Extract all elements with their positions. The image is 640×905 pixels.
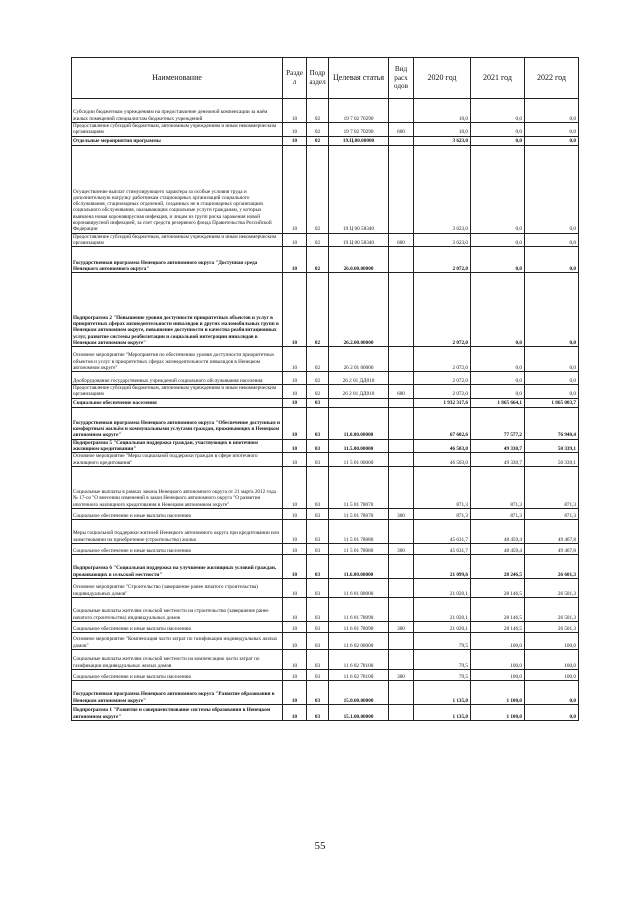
- cell-expense-type: [389, 136, 414, 145]
- cell-name: Государственная программа Ненецкого автономного округа "Обеспечение доступным и комфортным жильём и коммунальными услугами граждан, проживающих в Ненецком автономном округе": [72, 407, 283, 439]
- cell-2022: 0,0: [525, 247, 579, 273]
- table-row: [72, 385, 579, 399]
- cell-expense-type: [389, 372, 414, 385]
- cell-razdel: 10: [283, 136, 307, 145]
- cell-2021: 28 146,5: [471, 578, 525, 597]
- cell-2020: 46 503,0: [414, 439, 471, 453]
- cell-razdel: 10: [283, 99, 307, 123]
- cell-2021: 48 459,4: [471, 519, 525, 543]
- cell-expense-type: [389, 632, 414, 649]
- cell-2022: 871,3: [525, 466, 579, 508]
- table-row: [72, 632, 579, 649]
- cell-2022: 26 501,3: [525, 621, 579, 632]
- table-row: [72, 578, 579, 597]
- cell-podrazdel: 03: [307, 453, 329, 467]
- cell-name: Социальные выплаты жителям сельской местности на строительство (завершение ранее начатого строительства) индивидуальных домов: [72, 597, 283, 621]
- cell-2020: 1 135,0: [414, 704, 471, 720]
- cell-razdel: 10: [283, 247, 307, 273]
- cell-2020: 871,3: [414, 466, 471, 508]
- cell-2022: 0,0: [525, 99, 579, 123]
- cell-2021: 0,0: [471, 247, 525, 273]
- cell-2020: 21 020,1: [414, 621, 471, 632]
- cell-name: Социальные выплаты в рамках закона Ненецкого автономного округа от 21 марта 2012 года № 17-оз "О внесении изменений в закон Ненецкого автономного округа "О развитии ипотечного жилищного кредитования в Ненецком автономном округе": [72, 466, 283, 508]
- cell-2021: 28 146,5: [471, 597, 525, 621]
- cell-target-article: 15.0.00.00000: [329, 680, 389, 704]
- cell-target-article: [329, 398, 389, 407]
- cell-target-article: 11 6 01 00000: [329, 578, 389, 597]
- cell-2022: 26 501,3: [525, 597, 579, 621]
- cell-razdel: 10: [283, 145, 307, 233]
- header-podrazdel: Подр аздел: [307, 58, 329, 99]
- cell-expense-type: [389, 680, 414, 704]
- cell-2022: 0,0: [525, 273, 579, 347]
- cell-expense-type: [389, 273, 414, 347]
- cell-2020: 10,0: [414, 99, 471, 123]
- cell-target-article: 11 6 02 78100: [329, 649, 389, 669]
- cell-2022: 100,0: [525, 669, 579, 680]
- cell-razdel: 10: [283, 233, 307, 247]
- budget-table-region: [71, 57, 578, 721]
- cell-name: Социальное обеспечение населения: [72, 398, 283, 407]
- cell-target-article: 19 7 02 70290: [329, 99, 389, 123]
- cell-2022: 0,0: [525, 385, 579, 399]
- table-row: [72, 123, 579, 137]
- cell-expense-type: [389, 597, 414, 621]
- cell-target-article: 11 5 01 78080: [329, 543, 389, 554]
- table-row: [72, 680, 579, 704]
- cell-podrazdel: 03: [307, 704, 329, 720]
- cell-razdel: 10: [283, 543, 307, 554]
- cell-2021: 0,0: [471, 385, 525, 399]
- cell-2021: 0,0: [471, 123, 525, 137]
- cell-target-article: 11.5.00.00000: [329, 439, 389, 453]
- cell-expense-type: 600: [389, 385, 414, 399]
- table-row: [72, 554, 579, 578]
- cell-2021: 1 100,0: [471, 704, 525, 720]
- cell-name: Социальное обеспечение и иные выплаты населению: [72, 669, 283, 680]
- cell-podrazdel: 02: [307, 273, 329, 347]
- cell-2020: 3 623,0: [414, 145, 471, 233]
- cell-2022: 49 467,8: [525, 543, 579, 554]
- page-number: 55: [314, 840, 326, 852]
- table-row: [72, 407, 579, 439]
- cell-expense-type: [389, 704, 414, 720]
- cell-2021: 0,0: [471, 136, 525, 145]
- cell-2021: 1 865 664,1: [471, 398, 525, 407]
- cell-name: Социальное обеспечение и иные выплаты населению: [72, 621, 283, 632]
- cell-2020: 871,3: [414, 508, 471, 519]
- cell-podrazdel: 03: [307, 519, 329, 543]
- cell-expense-type: 300: [389, 508, 414, 519]
- cell-2022: 0,0: [525, 136, 579, 145]
- table-row: [72, 136, 579, 145]
- table-row: [72, 621, 579, 632]
- cell-target-article: 26 2 01 ДД010: [329, 385, 389, 399]
- cell-podrazdel: 03: [307, 439, 329, 453]
- cell-name: Подпрограмма 1 "Развитие и совершенствование системы образования в Ненецком автономном округе": [72, 704, 283, 720]
- cell-2022: 100,0: [525, 649, 579, 669]
- table-row: [72, 649, 579, 669]
- cell-target-article: 26.0.00.00000: [329, 247, 389, 273]
- cell-expense-type: 600: [389, 123, 414, 137]
- cell-podrazdel: 03: [307, 632, 329, 649]
- cell-razdel: 10: [283, 347, 307, 372]
- cell-expense-type: 300: [389, 543, 414, 554]
- cell-podrazdel: 02: [307, 372, 329, 385]
- cell-target-article: 15.1.00.00000: [329, 704, 389, 720]
- cell-target-article: 11.0.00.00000: [329, 407, 389, 439]
- header-2022: 2022 год: [525, 58, 579, 99]
- cell-razdel: 10: [283, 680, 307, 704]
- table-header-row: [72, 58, 579, 99]
- cell-podrazdel: 03: [307, 597, 329, 621]
- cell-razdel: 10: [283, 649, 307, 669]
- cell-name: Меры социальной поддержки жителей Ненецкого автономного округа при кредитовании или заимствовании на приобретение (строительство) жилья: [72, 519, 283, 543]
- table-row: [72, 273, 579, 347]
- cell-name: Социальные выплаты жителям сельской местности на компенсацию части затрат по газификации индивидуальных жилых домов: [72, 649, 283, 669]
- cell-target-article: 11 5 01 78070: [329, 466, 389, 508]
- cell-razdel: 10: [283, 385, 307, 399]
- cell-2020: 1 932 317,6: [414, 398, 471, 407]
- cell-expense-type: 600: [389, 233, 414, 247]
- table-row: [72, 247, 579, 273]
- table-row: [72, 233, 579, 247]
- cell-name: Подпрограмма 6 "Социальная поддержка на улучшение жилищных условий граждан, проживающих в сельской местности": [72, 554, 283, 578]
- table-row: [72, 347, 579, 372]
- cell-target-article: 19 7 02 70290: [329, 123, 389, 137]
- cell-target-article: 11 6 02 78100: [329, 669, 389, 680]
- cell-2022: 50 339,1: [525, 439, 579, 453]
- cell-2021: 871,3: [471, 508, 525, 519]
- cell-2020: 79,5: [414, 669, 471, 680]
- budget-table: [71, 57, 579, 721]
- cell-target-article: 19 Ц 00 58340: [329, 145, 389, 233]
- cell-podrazdel: 03: [307, 680, 329, 704]
- cell-2021: 0,0: [471, 99, 525, 123]
- cell-razdel: 10: [283, 704, 307, 720]
- cell-name: Предоставление субсидий бюджетным, автономным учреждениям и иным некоммерческим организациям: [72, 123, 283, 137]
- cell-2022: 1 865 003,7: [525, 398, 579, 407]
- cell-name: Подпрограмма 2 "Повышение уровня доступности приоритетных объектов и услуг в приоритетных сферах жизнедеятельности инвалидов и других маломобильных групп в Ненецком автономном округе, повышение доступности и качества реабилитационных услуг, развитие системы реабилитации и социальной интеграции инвалидов в Ненецком автономном округе": [72, 273, 283, 347]
- cell-podrazdel: 02: [307, 385, 329, 399]
- cell-target-article: 26 2 01 00000: [329, 347, 389, 372]
- cell-razdel: 10: [283, 372, 307, 385]
- cell-name: Основное мероприятие "Меры социальной поддержки граждан в сфере ипотечного жилищного кредитования": [72, 453, 283, 467]
- cell-2020: 2 072,0: [414, 385, 471, 399]
- cell-target-article: 11 5 01 78080: [329, 519, 389, 543]
- cell-2022: 76 940,4: [525, 407, 579, 439]
- cell-2021: 0,0: [471, 233, 525, 247]
- cell-2020: 2 072,0: [414, 347, 471, 372]
- cell-razdel: 10: [283, 508, 307, 519]
- header-2021: 2021 год: [471, 58, 525, 99]
- cell-podrazdel: 02: [307, 347, 329, 372]
- table-row: [72, 543, 579, 554]
- cell-2021: 49 330,7: [471, 439, 525, 453]
- cell-2022: 0,0: [525, 123, 579, 137]
- cell-2020: 79,5: [414, 632, 471, 649]
- cell-expense-type: 300: [389, 669, 414, 680]
- cell-target-article: 19.Ц.00.00000: [329, 136, 389, 145]
- cell-name: Субсидии бюджетным учреждениям на предоставление денежной компенсации за наём жилых помещений специалистам бюджетных учреждений: [72, 99, 283, 123]
- cell-2021: 0,0: [471, 372, 525, 385]
- table-row: [72, 704, 579, 720]
- cell-podrazdel: 02: [307, 136, 329, 145]
- cell-expense-type: [389, 347, 414, 372]
- table-body: [72, 99, 579, 721]
- cell-expense-type: [389, 398, 414, 407]
- cell-2020: 3 623,0: [414, 233, 471, 247]
- cell-2022: 0,0: [525, 145, 579, 233]
- cell-2020: 45 631,7: [414, 519, 471, 543]
- cell-target-article: 19 Ц 00 58340: [329, 233, 389, 247]
- cell-2021: 48 459,4: [471, 543, 525, 554]
- cell-2021: 77 577,2: [471, 407, 525, 439]
- cell-podrazdel: 03: [307, 543, 329, 554]
- cell-2020: 2 072,0: [414, 247, 471, 273]
- cell-expense-type: [389, 466, 414, 508]
- cell-razdel: 10: [283, 554, 307, 578]
- cell-podrazdel: 02: [307, 233, 329, 247]
- cell-2020: 21 020,1: [414, 578, 471, 597]
- cell-name: Основное мероприятие "Компенсация части затрат по газификации индивидуальных жилых домов": [72, 632, 283, 649]
- cell-name: Предоставление субсидий бюджетным, автономным учреждениям и иным некоммерческим организациям: [72, 233, 283, 247]
- cell-2020: 79,5: [414, 649, 471, 669]
- cell-target-article: 11 6 01 78090: [329, 597, 389, 621]
- cell-expense-type: [389, 453, 414, 467]
- cell-razdel: 10: [283, 519, 307, 543]
- cell-2022: 100,0: [525, 632, 579, 649]
- cell-2021: 28 146,5: [471, 621, 525, 632]
- table-row: [72, 99, 579, 123]
- cell-2022: 26 501,3: [525, 578, 579, 597]
- header-name: Наименование: [72, 58, 283, 99]
- header-razdel: Разде л: [283, 58, 307, 99]
- cell-name: Дооборудование государственных учреждений социального обслуживания населения: [72, 372, 283, 385]
- cell-2020: 2 072,0: [414, 273, 471, 347]
- cell-razdel: 10: [283, 407, 307, 439]
- cell-podrazdel: 03: [307, 398, 329, 407]
- cell-razdel: 10: [283, 632, 307, 649]
- cell-podrazdel: 03: [307, 649, 329, 669]
- cell-target-article: 26.2.00.00000: [329, 273, 389, 347]
- cell-name: Социальное обеспечение и иные выплаты населению: [72, 508, 283, 519]
- table-row: [72, 519, 579, 543]
- cell-podrazdel: 03: [307, 466, 329, 508]
- cell-expense-type: [389, 145, 414, 233]
- header-2020: 2020 год: [414, 58, 471, 99]
- table-row: [72, 669, 579, 680]
- cell-name: Предоставление субсидий бюджетным, автономным учреждениям и иным некоммерческим организациям: [72, 385, 283, 399]
- cell-expense-type: [389, 407, 414, 439]
- cell-2022: 0,0: [525, 347, 579, 372]
- cell-expense-type: [389, 439, 414, 453]
- cell-podrazdel: 03: [307, 407, 329, 439]
- table-row: [72, 508, 579, 519]
- cell-2021: 28 246,5: [471, 554, 525, 578]
- cell-2021: 0,0: [471, 273, 525, 347]
- cell-razdel: 10: [283, 439, 307, 453]
- cell-2022: 0,0: [525, 372, 579, 385]
- cell-2022: 50 339,1: [525, 453, 579, 467]
- table-row: [72, 372, 579, 385]
- cell-razdel: 10: [283, 597, 307, 621]
- table-row: [72, 597, 579, 621]
- cell-name: Основное мероприятие "Мероприятия по обеспечению уровня доступности приоритетных объектов и услуг в приоритетных сферах жизнедеятельности инвалидов в Ненецком автономном округе": [72, 347, 283, 372]
- cell-expense-type: [389, 554, 414, 578]
- cell-2021: 100,0: [471, 649, 525, 669]
- cell-2021: 100,0: [471, 632, 525, 649]
- cell-podrazdel: 03: [307, 578, 329, 597]
- cell-2020: 45 631,7: [414, 543, 471, 554]
- cell-2022: 0,0: [525, 704, 579, 720]
- cell-name: Подпрограмма 5 "Социальная поддержка граждан, участвующих в ипотечном жилищном кредитовании": [72, 439, 283, 453]
- cell-2022: 871,3: [525, 508, 579, 519]
- cell-podrazdel: 02: [307, 99, 329, 123]
- cell-razdel: 10: [283, 669, 307, 680]
- cell-target-article: 11 6 02 00000: [329, 632, 389, 649]
- cell-razdel: 10: [283, 453, 307, 467]
- cell-2022: 0,0: [525, 680, 579, 704]
- cell-expense-type: [389, 519, 414, 543]
- table-row: [72, 466, 579, 508]
- cell-2022: 49 467,8: [525, 519, 579, 543]
- cell-podrazdel: 03: [307, 554, 329, 578]
- cell-2020: 1 135,0: [414, 680, 471, 704]
- cell-target-article: 11 6 01 78090: [329, 621, 389, 632]
- cell-2022: 0,0: [525, 233, 579, 247]
- cell-2020: 3 623,0: [414, 136, 471, 145]
- cell-2020: 46 503,0: [414, 453, 471, 467]
- cell-2020: 21 099,6: [414, 554, 471, 578]
- cell-expense-type: [389, 99, 414, 123]
- table-row: [72, 145, 579, 233]
- cell-2021: 49 330,7: [471, 453, 525, 467]
- cell-razdel: 10: [283, 621, 307, 632]
- cell-razdel: 10: [283, 398, 307, 407]
- cell-name: Социальное обеспечение и иные выплаты населению: [72, 543, 283, 554]
- cell-podrazdel: 02: [307, 145, 329, 233]
- cell-2021: 100,0: [471, 669, 525, 680]
- cell-2021: 1 100,0: [471, 680, 525, 704]
- cell-podrazdel: 03: [307, 669, 329, 680]
- cell-razdel: 10: [283, 466, 307, 508]
- cell-2021: 0,0: [471, 347, 525, 372]
- cell-name: Основное мероприятие "Строительство (завершение ранее начатого строительства) индивидуальных домов": [72, 578, 283, 597]
- cell-name: Осуществление выплат стимулирующего характера за особые условия труда и дополнительную нагрузку работникам стационарных организаций социального обслуживания, стационарных отделений, созданных не в стационарных организациях социального обслуживания, оказывающим социальные услуги гражданам, у которых выявлена новая коронавирусная инфекция, и лицам из групп риска заражения новой коронавирусной инфекцией, за счет средств резервного фонда Правительства Российской Федерации: [72, 145, 283, 233]
- cell-name: Государственная программа Ненецкого автономного округа "Развитие образования в Ненецком автономном округе": [72, 680, 283, 704]
- header-expense-type: Вид расх одов: [389, 58, 414, 99]
- cell-razdel: 10: [283, 123, 307, 137]
- cell-target-article: 11.6.00.00000: [329, 554, 389, 578]
- cell-2020: 10,0: [414, 123, 471, 137]
- cell-podrazdel: 03: [307, 621, 329, 632]
- cell-2020: 67 602,6: [414, 407, 471, 439]
- table-row: [72, 398, 579, 407]
- cell-target-article: 26 2 01 ДД010: [329, 372, 389, 385]
- cell-2020: 2 072,0: [414, 372, 471, 385]
- cell-podrazdel: 02: [307, 247, 329, 273]
- cell-2021: 871,3: [471, 466, 525, 508]
- cell-target-article: 11 5 01 78070: [329, 508, 389, 519]
- cell-expense-type: [389, 649, 414, 669]
- cell-name: Государственная программа Ненецкого автономного округа "Доступная среда Ненецкого автономного округа": [72, 247, 283, 273]
- header-target-article: Целевая статья: [329, 58, 389, 99]
- cell-2021: 0,0: [471, 145, 525, 233]
- cell-2020: 21 020,1: [414, 597, 471, 621]
- cell-expense-type: 300: [389, 621, 414, 632]
- cell-target-article: 11 5 01 00000: [329, 453, 389, 467]
- cell-podrazdel: 03: [307, 508, 329, 519]
- table-row: [72, 439, 579, 453]
- cell-name: Отдельные мероприятия программы: [72, 136, 283, 145]
- cell-podrazdel: 02: [307, 123, 329, 137]
- cell-expense-type: [389, 578, 414, 597]
- cell-expense-type: [389, 247, 414, 273]
- cell-razdel: 10: [283, 273, 307, 347]
- cell-2022: 26 601,3: [525, 554, 579, 578]
- table-row: [72, 453, 579, 467]
- cell-razdel: 10: [283, 578, 307, 597]
